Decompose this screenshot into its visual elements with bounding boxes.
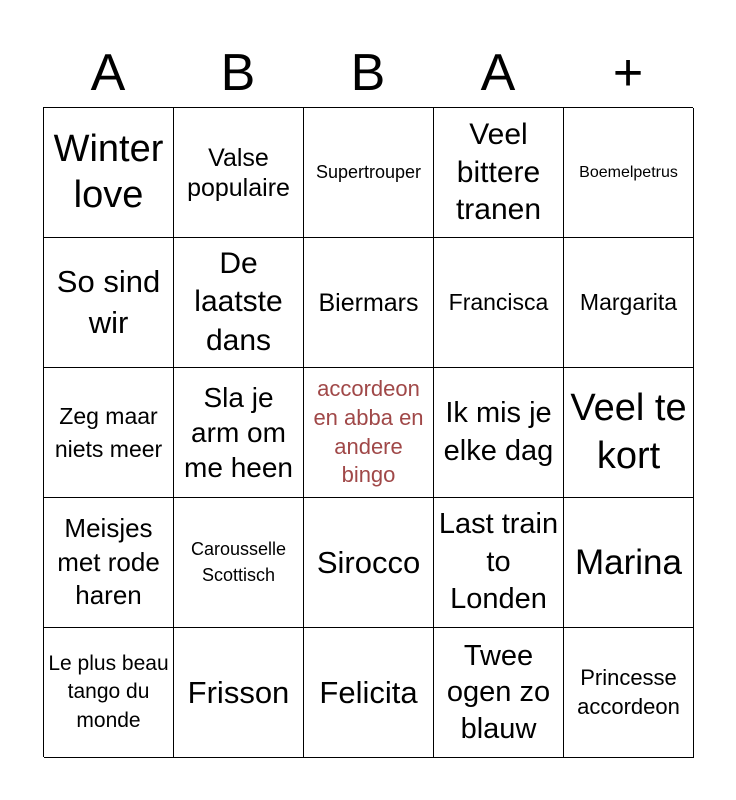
header-letter: B: [350, 44, 386, 102]
bingo-cell[interactable]: Frisson: [174, 628, 304, 758]
bingo-cell[interactable]: Last train to Londen: [434, 498, 564, 628]
header-letter: A: [90, 44, 126, 102]
free-space-cell[interactable]: accordeon en abba en andere bingo: [304, 368, 434, 498]
bingo-cell[interactable]: Felicita: [304, 628, 434, 758]
bingo-header: [43, 42, 693, 104]
bingo-cell[interactable]: Valse populaire: [174, 108, 304, 238]
bingo-cell[interactable]: Francisca: [434, 238, 564, 368]
bingo-cell[interactable]: Sla je arm om me heen: [174, 368, 304, 498]
bingo-cell[interactable]: Ik mis je elke dag: [434, 368, 564, 498]
bingo-cell[interactable]: Le plus beau tango du monde: [44, 628, 174, 758]
bingo-grid: [43, 107, 693, 757]
bingo-cell[interactable]: Sirocco: [304, 498, 434, 628]
bingo-cell[interactable]: Margarita: [564, 238, 694, 368]
bingo-cell[interactable]: Zeg maar niets meer: [44, 368, 174, 498]
bingo-cell[interactable]: Veel te kort: [564, 368, 694, 498]
bingo-cell[interactable]: Boemelpetrus: [564, 108, 694, 238]
bingo-cell[interactable]: So sind wir: [44, 238, 174, 368]
bingo-cell[interactable]: Biermars: [304, 238, 434, 368]
bingo-cell[interactable]: Supertrouper: [304, 108, 434, 238]
header-letter: +: [612, 44, 644, 102]
bingo-cell[interactable]: Winter love: [44, 108, 174, 238]
bingo-cell[interactable]: Marina: [564, 498, 694, 628]
bingo-cell[interactable]: De laatste dans: [174, 238, 304, 368]
bingo-cell[interactable]: Veel bittere tranen: [434, 108, 564, 238]
header-letter: B: [220, 44, 256, 102]
header-letter: A: [480, 44, 516, 102]
bingo-cell[interactable]: Twee ogen zo blauw: [434, 628, 564, 758]
bingo-cell[interactable]: Meisjes met rode haren: [44, 498, 174, 628]
bingo-cell[interactable]: Carousselle Scottisch: [174, 498, 304, 628]
bingo-cell[interactable]: Princesse accordeon: [564, 628, 694, 758]
